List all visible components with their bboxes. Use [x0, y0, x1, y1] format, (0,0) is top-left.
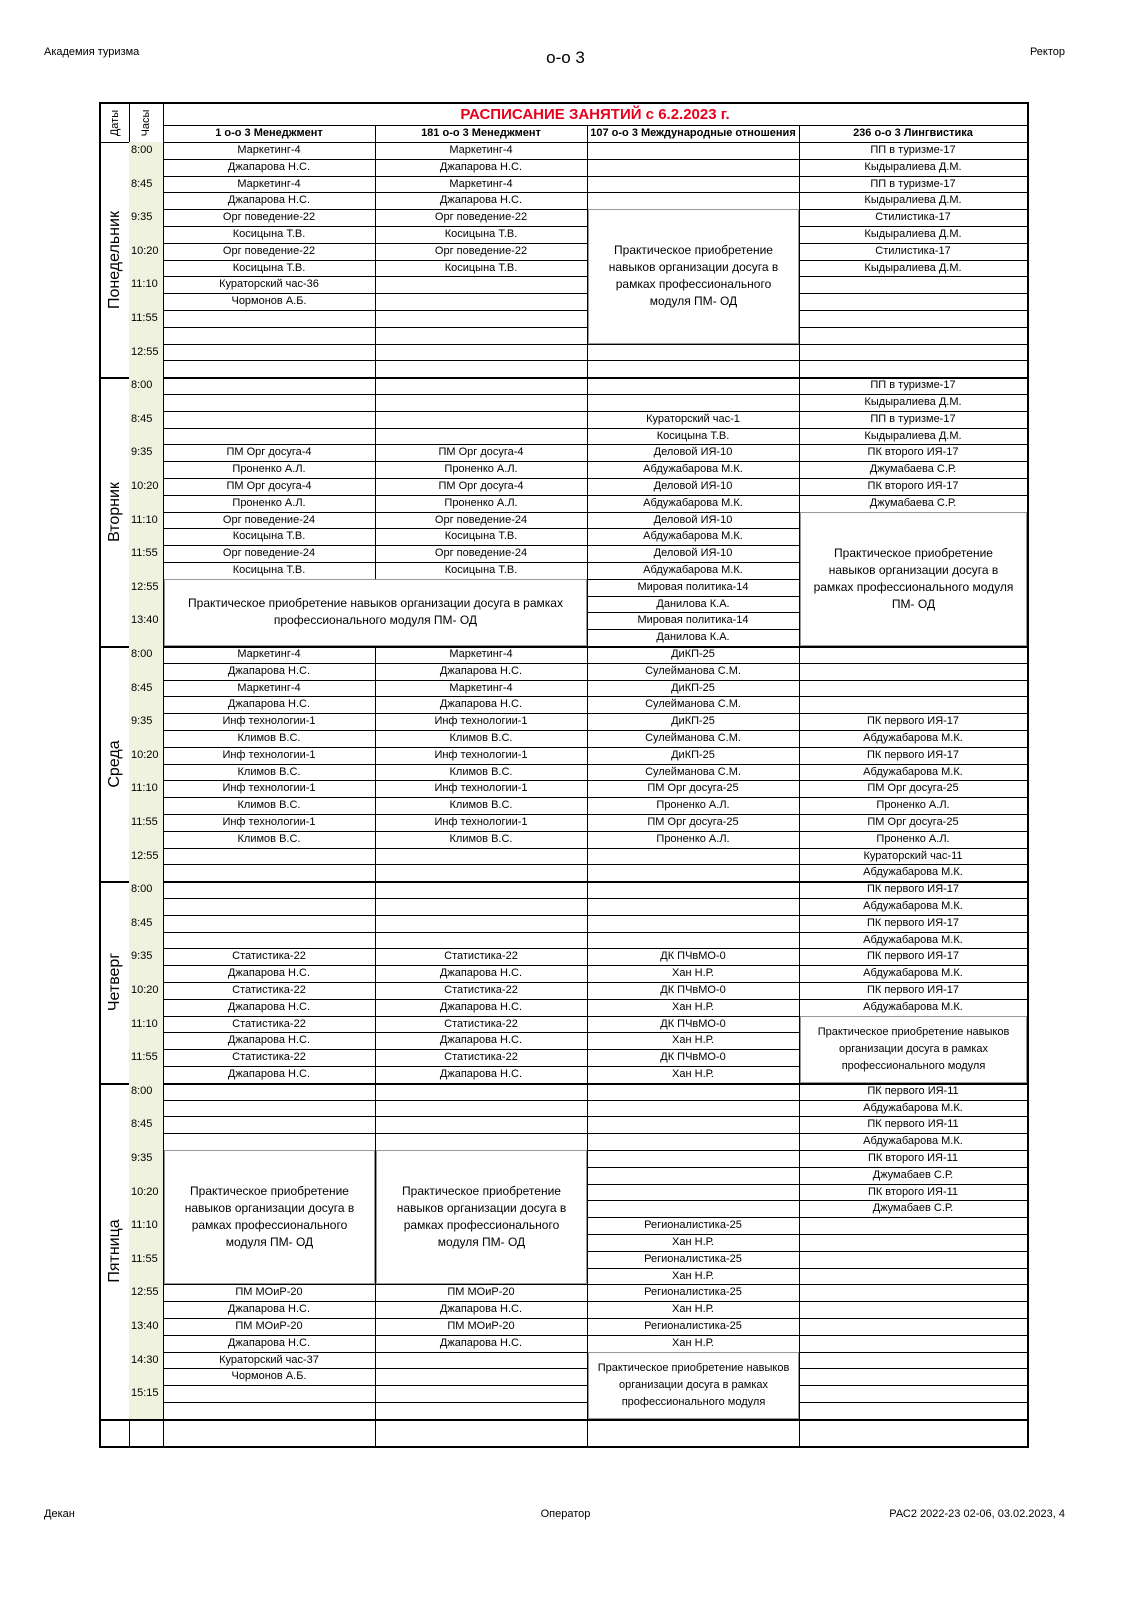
- schedule-cell: Сулейманова С.М.: [645, 765, 741, 778]
- schedule-cell: Абдужабарова М.К.: [863, 732, 963, 744]
- schedule-cell: Абдужабарова М.К.: [643, 530, 743, 543]
- schedule-cell: Статистика-22: [232, 1017, 306, 1030]
- schedule-cell: Джапарова Н.С.: [227, 1336, 311, 1349]
- schedule-cell: Маркетинг-4: [237, 144, 301, 156]
- schedule-cell: Орг поведение-22: [434, 244, 528, 257]
- time-slot: 12:55: [129, 1284, 163, 1318]
- schedule-cell: Инф технологии-1: [434, 816, 528, 828]
- schedule-cell: ДиКП-25: [671, 748, 715, 761]
- schedule-cell: Инф технологии-1: [222, 816, 316, 828]
- dates-header: Даты: [109, 109, 121, 137]
- time-slot: 11:10: [129, 512, 163, 546]
- practice-block: Практическое приобретение навыков организации досуга в рамках профессионального модуля ПМ- ОД: [164, 1150, 375, 1284]
- time-slot: 10:20: [129, 478, 163, 512]
- schedule-cell: Косицына Т.В.: [656, 429, 730, 442]
- schedule-cell: Косицына Т.В.: [444, 530, 518, 543]
- schedule-cell: Инф технологии-1: [434, 715, 528, 728]
- time-slot: 9:35: [129, 948, 163, 982]
- day-label: [101, 377, 129, 646]
- schedule-cell: ДК ПЧвМО-0: [660, 984, 726, 996]
- time-slot: 13:40: [129, 1318, 163, 1352]
- schedule-cell: Маркетинг-4: [449, 681, 513, 694]
- schedule-cell: Джапарова Н.С.: [227, 160, 311, 173]
- schedule-cell: Абдужабарова М.К.: [863, 765, 963, 778]
- schedule-cell: Проненко А.Л.: [444, 496, 518, 509]
- schedule-cell: ПМ Орг досуга-4: [226, 446, 312, 459]
- schedule-cell: Джапарова Н.С.: [227, 1000, 311, 1013]
- schedule-cell: ПП в туризме-17: [870, 379, 956, 392]
- schedule-cell: ПК первого ИЯ-11: [867, 1084, 959, 1097]
- day-label: [101, 881, 129, 1083]
- schedule-cell: ПК второго ИЯ-17: [867, 446, 959, 459]
- schedule-cell: Данилова К.А.: [656, 631, 730, 644]
- schedule-cell: Кыдыралиева Д.М.: [864, 194, 962, 207]
- schedule-cell: Джапарова Н.С.: [439, 1068, 523, 1080]
- time-slot: 12:55: [129, 344, 163, 378]
- group-header: 1 о-о 3 Менеджмент: [215, 127, 323, 139]
- schedule-cell: Кураторский час-36: [219, 278, 319, 291]
- time-slot: 8:00: [129, 646, 163, 680]
- schedule-cell: Климов В.С.: [449, 732, 513, 744]
- schedule-cell: Статистика-22: [444, 1017, 518, 1030]
- schedule-cell: Деловой ИЯ-10: [653, 513, 733, 526]
- schedule-table: [99, 102, 1029, 1448]
- schedule-cell: Абдужабарова М.К.: [863, 967, 963, 980]
- schedule-cell: Кыдыралиева Д.М.: [864, 228, 962, 240]
- header-right: Ректор: [1029, 46, 1065, 58]
- time-slot: 15:15: [129, 1385, 163, 1419]
- footer-right: РАС2 2022-23 02-06, 03.02.2023, 4: [889, 1508, 1065, 1520]
- day-name: Пятница: [106, 1219, 123, 1283]
- row-rule: [163, 344, 1027, 345]
- schedule-cell: ПМ МОиР-20: [447, 1320, 515, 1332]
- schedule-cell: Кураторский час-37: [219, 1353, 319, 1366]
- practice-block: Практическое приобретение навыков организации досуга в рамках профессионального модуля ПМ- ОД: [800, 512, 1027, 646]
- schedule-cell: Джапарова Н.С.: [439, 1034, 523, 1047]
- time-slot: 9:35: [129, 209, 163, 243]
- schedule-cell: Регионалистика-25: [644, 1286, 742, 1299]
- schedule-cell: Климов В.С.: [237, 765, 301, 778]
- time-slot: 11:55: [129, 814, 163, 848]
- schedule-cell: Кыдыралиева Д.М.: [864, 261, 962, 274]
- day-name: Среда: [106, 739, 123, 788]
- schedule-cell: Орг поведение-22: [222, 211, 316, 224]
- row-rule: [163, 360, 1027, 361]
- schedule-cell: ПМ Орг досуга-4: [226, 480, 312, 492]
- schedule-cell: Инф технологии-1: [222, 715, 316, 728]
- schedule-cell: Маркетинг-4: [237, 177, 301, 190]
- schedule-cell: ПМ Орг досуга-4: [438, 446, 524, 459]
- schedule-cell: Сулейманова С.М.: [645, 698, 741, 711]
- schedule-cell: Деловой ИЯ-10: [653, 547, 733, 560]
- schedule-cell: ПК первого ИЯ-17: [866, 984, 960, 996]
- schedule-cell: Джапарова Н.С.: [227, 967, 311, 980]
- time-slot: 8:45: [129, 176, 163, 210]
- schedule-cell: Косицына Т.В.: [232, 228, 306, 240]
- schedule-cell: Орг поведение-24: [222, 547, 316, 560]
- schedule-cell: ПМ МОиР-20: [235, 1320, 303, 1332]
- schedule-cell: ДК ПЧвМО-0: [660, 950, 726, 963]
- day-label: [101, 142, 129, 377]
- schedule-cell: Орг поведение-22: [434, 211, 528, 224]
- time-slot: 8:45: [129, 411, 163, 445]
- schedule-cell: Деловой ИЯ-10: [653, 480, 733, 492]
- time-slot: 8:45: [129, 1116, 163, 1150]
- schedule-cell: Стилистика-17: [875, 244, 951, 257]
- schedule-cell: Абдужабарова М.К.: [863, 1000, 963, 1013]
- schedule-cell: Регионалистика-25: [644, 1320, 742, 1332]
- time-slot: 11:10: [129, 276, 163, 310]
- time-slot: 10:20: [129, 747, 163, 781]
- schedule-cell: ПМ МОиР-20: [447, 1286, 515, 1299]
- schedule-cell: Кыдыралиева Д.М.: [864, 429, 962, 442]
- practice-block: Практическое приобретение навыков организации досуга в рамках профессионального модуля ПМ- ОД: [376, 1150, 587, 1284]
- schedule-cell: Маркетинг-4: [237, 681, 301, 694]
- schedule-cell: Статистика-22: [444, 984, 518, 996]
- schedule-cell: Джапарова Н.С.: [439, 1000, 523, 1013]
- day-name: Вторник: [106, 481, 123, 542]
- schedule-cell: Регионалистика-25: [644, 1252, 742, 1265]
- time-slot: 12:55: [129, 848, 163, 882]
- schedule-cell: ПК первого ИЯ-11: [867, 1118, 959, 1131]
- time-slot: 9:35: [129, 1150, 163, 1184]
- schedule-cell: Орг поведение-24: [434, 547, 528, 560]
- time-slot: 8:00: [129, 377, 163, 411]
- schedule-cell: Статистика-22: [232, 950, 306, 963]
- schedule-cell: Инф технологии-1: [434, 782, 528, 795]
- schedule-cell: ПК второго ИЯ-11: [867, 1152, 959, 1164]
- time-slot: 11:10: [129, 780, 163, 814]
- schedule-cell: Регионалистика-25: [644, 1219, 742, 1232]
- schedule-cell: Кураторский час-1: [646, 412, 740, 425]
- schedule-cell: Хан Н.Р.: [672, 1269, 714, 1282]
- schedule-cell: Абдужабарова М.К.: [863, 933, 963, 946]
- schedule-cell: Климов В.С.: [237, 832, 301, 845]
- schedule-cell: ПП в туризме-17: [870, 412, 956, 425]
- schedule-cell: Орг поведение-22: [222, 244, 316, 257]
- schedule-cell: Хан Н.Р.: [672, 1303, 714, 1316]
- schedule-cell: Орг поведение-24: [222, 513, 316, 526]
- schedule-cell: Проненко А.Л.: [656, 799, 730, 812]
- practice-block: Практическое приобретение навыков организации досуга в рамках профессионального модуля ПМ- ОД: [588, 209, 799, 343]
- schedule-cell: ПК второго ИЯ-11: [867, 1185, 959, 1198]
- time-slot: 10:20: [129, 243, 163, 277]
- schedule-cell: Статистика-22: [444, 1051, 518, 1064]
- page-title: о-о 3: [546, 48, 585, 67]
- time-slot: 8:45: [129, 915, 163, 949]
- time-slot: 8:00: [129, 881, 163, 915]
- schedule-cell: Проненко А.Л.: [232, 496, 306, 509]
- group-header: 107 о-о 3 Международные отношения: [590, 127, 796, 139]
- schedule-cell: Сулейманова С.М.: [645, 732, 741, 744]
- time-slot: 11:10: [129, 1016, 163, 1050]
- schedule-cell: ДиКП-25: [671, 715, 715, 728]
- time-slot: 10:20: [129, 982, 163, 1016]
- practice-block: Практическое приобретение навыков организации досуга в рамках профессионального модуля: [800, 1016, 1027, 1083]
- schedule-cell: Чормонов А.Б.: [231, 1370, 307, 1383]
- day-rule: [101, 1419, 1027, 1421]
- schedule-cell: Инф технологии-1: [434, 748, 528, 761]
- schedule-cell: Джапарова Н.С.: [439, 1303, 523, 1316]
- schedule-cell: Деловой ИЯ-10: [653, 446, 733, 459]
- time-slot: 9:35: [129, 444, 163, 478]
- schedule-cell: Джапарова Н.С.: [439, 967, 523, 980]
- footer-left: Декан: [44, 1508, 75, 1520]
- practice-block: Практическое приобретение навыков организации досуга в рамках профессионального модуля: [588, 1352, 799, 1419]
- schedule-cell: ПМ Орг досуга-4: [438, 480, 524, 492]
- schedule-cell: Кыдыралиева Д.М.: [864, 396, 962, 408]
- schedule-cell: Джумабаев С.Р.: [872, 1168, 954, 1181]
- schedule-cell: Джапарова Н.С.: [227, 1034, 311, 1047]
- schedule-cell: Проненко А.Л.: [232, 463, 306, 476]
- schedule-cell: Маркетинг-4: [449, 648, 513, 660]
- day-name: Понедельник: [106, 210, 123, 309]
- schedule-cell: Косицына Т.В.: [232, 530, 306, 543]
- schedule-cell: Косицына Т.В.: [232, 564, 306, 576]
- schedule-title: РАСПИСАНИЕ ЗАНЯТИЙ с 6.2.2023 г.: [460, 106, 730, 123]
- schedule-cell: Косицына Т.В.: [444, 261, 518, 274]
- schedule-cell: Кураторский час-11: [863, 849, 963, 862]
- time-slot: 11:55: [129, 1251, 163, 1285]
- time-slot: 12:55: [129, 579, 163, 613]
- schedule-cell: Джапарова Н.С.: [227, 1303, 311, 1316]
- schedule-cell: Климов В.С.: [237, 732, 301, 744]
- schedule-cell: Орг поведение-24: [434, 513, 528, 526]
- schedule-cell: Маркетинг-4: [449, 144, 513, 156]
- schedule-cell: ПМ МОиР-20: [235, 1286, 303, 1299]
- schedule-cell: Климов В.С.: [449, 799, 513, 812]
- schedule-cell: ПК первого ИЯ-17: [866, 950, 960, 963]
- schedule-cell: ПК первого ИЯ-17: [866, 883, 960, 896]
- day-label: [101, 1083, 129, 1419]
- schedule-cell: Кыдыралиева Д.М.: [864, 160, 962, 173]
- schedule-cell: ПМ Орг досуга-25: [647, 782, 739, 795]
- schedule-cell: ДиКП-25: [671, 681, 715, 694]
- schedule-cell: ПК первого ИЯ-17: [866, 715, 960, 728]
- schedule-cell: Джапарова Н.С.: [227, 194, 311, 207]
- day-label: [101, 646, 129, 881]
- schedule-cell: Проненко А.Л.: [444, 463, 518, 476]
- schedule-cell: Джапарова Н.С.: [227, 698, 311, 711]
- practice-block: Практическое приобретение навыков организации досуга в рамках профессионального модуля ПМ- ОД: [164, 579, 587, 646]
- schedule-cell: Данилова К.А.: [656, 597, 730, 610]
- schedule-cell: Джапарова Н.С.: [227, 664, 311, 677]
- schedule-cell: Джумабаева С.Р.: [869, 496, 957, 509]
- schedule-cell: ДиКП-25: [671, 648, 715, 660]
- schedule-cell: ПП в туризме-17: [870, 144, 956, 156]
- schedule-cell: Маркетинг-4: [237, 648, 301, 660]
- schedule-cell: Абдужабарова М.К.: [863, 1101, 963, 1114]
- schedule-cell: Маркетинг-4: [449, 177, 513, 190]
- schedule-cell: Джапарова Н.С.: [439, 698, 523, 711]
- schedule-cell: Статистика-22: [444, 950, 518, 963]
- schedule-cell: Абдужабарова М.К.: [643, 496, 743, 509]
- time-slot: 11:55: [129, 310, 163, 344]
- time-slot: 8:45: [129, 680, 163, 714]
- schedule-cell: Абдужабарова М.К.: [643, 564, 743, 576]
- schedule-cell: Хан Н.Р.: [672, 1000, 714, 1013]
- schedule-cell: Статистика-22: [232, 984, 306, 996]
- time-slot: 8:00: [129, 142, 163, 176]
- time-slot: 10:20: [129, 1184, 163, 1218]
- group-header: 236 о-о 3 Лингвистика: [853, 127, 973, 139]
- schedule-cell: ПМ Орг досуга-25: [867, 816, 959, 828]
- schedule-cell: Косицына Т.В.: [232, 261, 306, 274]
- time-slot: 8:00: [129, 1083, 163, 1117]
- schedule-cell: Джапарова Н.С.: [227, 1068, 311, 1080]
- schedule-cell: Хан Н.Р.: [672, 1068, 714, 1080]
- schedule-cell: Сулейманова С.М.: [645, 664, 741, 677]
- schedule-cell: Джумабаев С.Р.: [872, 1202, 954, 1215]
- schedule-cell: Инф технологии-1: [222, 782, 316, 795]
- schedule-cell: ПК второго ИЯ-17: [867, 480, 959, 492]
- time-slot: 11:55: [129, 545, 163, 579]
- schedule-cell: Инф технологии-1: [222, 748, 316, 761]
- schedule-cell: Косицына Т.В.: [444, 564, 518, 576]
- time-slot: 13:40: [129, 612, 163, 646]
- schedule-cell: Проненко А.Л.: [876, 832, 950, 845]
- schedule-cell: Джумабаева С.Р.: [869, 463, 957, 476]
- schedule-cell: Стилистика-17: [875, 211, 951, 224]
- day-name: Четверг: [106, 952, 123, 1012]
- schedule-cell: Абдужабарова М.К.: [863, 900, 963, 912]
- schedule-cell: Проненко А.Л.: [656, 832, 730, 845]
- schedule-cell: ДК ПЧвМО-0: [660, 1051, 726, 1064]
- schedule-cell: Абдужабарова М.К.: [863, 866, 963, 879]
- schedule-cell: Чормонов А.Б.: [231, 295, 307, 308]
- schedule-cell: Хан Н.Р.: [672, 967, 714, 980]
- schedule-cell: Джапарова Н.С.: [439, 194, 523, 207]
- header-left: Академия туризма: [44, 46, 140, 58]
- schedule-cell: Мировая политика-14: [637, 614, 749, 627]
- schedule-cell: Проненко А.Л.: [876, 799, 950, 812]
- time-slot: 9:35: [129, 713, 163, 747]
- schedule-cell: Статистика-22: [232, 1051, 306, 1064]
- schedule-cell: Косицына Т.В.: [444, 228, 518, 240]
- schedule-cell: Абдужабарова М.К.: [863, 1135, 963, 1148]
- schedule-cell: Джапарова Н.С.: [439, 664, 523, 677]
- time-slot: 14:30: [129, 1352, 163, 1386]
- schedule-cell: Климов В.С.: [449, 765, 513, 778]
- time-slot: 11:55: [129, 1049, 163, 1083]
- schedule-cell: ПК первого ИЯ-17: [866, 916, 960, 929]
- schedule-cell: ПК первого ИЯ-17: [866, 748, 960, 761]
- schedule-cell: Абдужабарова М.К.: [643, 463, 743, 476]
- schedule-cell: Джапарова Н.С.: [439, 160, 523, 173]
- schedule-cell: Климов В.С.: [237, 799, 301, 812]
- schedule-cell: ДК ПЧвМО-0: [660, 1017, 726, 1030]
- schedule-cell: Хан Н.Р.: [672, 1336, 714, 1349]
- time-slot: 11:10: [129, 1217, 163, 1251]
- footer-center: Оператор: [540, 1508, 591, 1520]
- group-header: 181 о-о 3 Менеджмент: [421, 127, 541, 139]
- hours-header: Часы: [140, 109, 152, 137]
- schedule-cell: ПМ Орг досуга-25: [867, 782, 959, 795]
- schedule-cell: Джапарова Н.С.: [439, 1336, 523, 1349]
- schedule-cell: Мировая политика-14: [637, 580, 749, 593]
- schedule-cell: Климов В.С.: [449, 832, 513, 845]
- schedule-cell: ПМ Орг досуга-25: [647, 816, 739, 828]
- schedule-cell: ПП в туризме-17: [870, 177, 956, 190]
- schedule-cell: Хан Н.Р.: [672, 1236, 714, 1248]
- schedule-cell: Хан Н.Р.: [672, 1034, 714, 1047]
